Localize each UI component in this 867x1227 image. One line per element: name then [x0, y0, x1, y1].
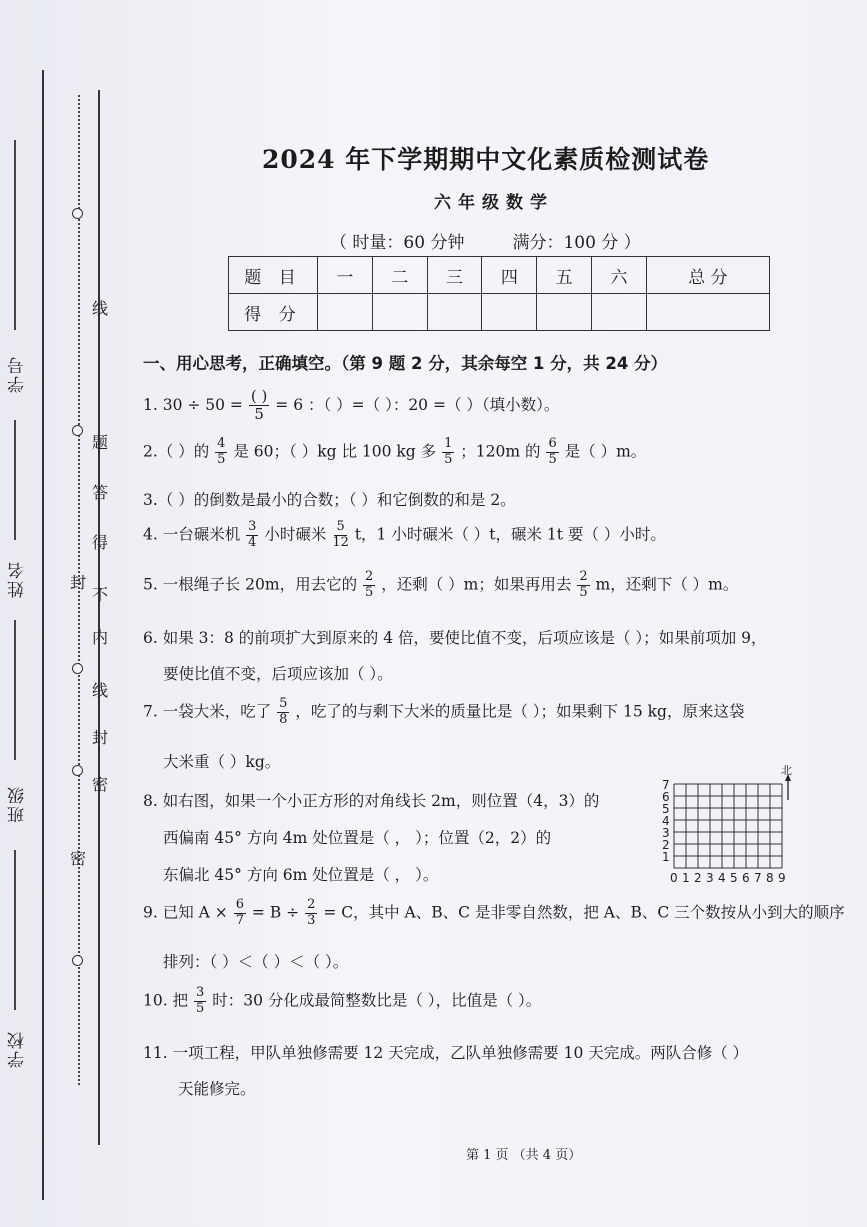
fraction-numerator: 3: [248, 519, 257, 534]
fraction-numerator: 5: [279, 696, 288, 711]
binding-hole: [72, 663, 83, 674]
grid-y-label: 6: [662, 790, 670, 804]
seal-char: 答: [92, 483, 109, 502]
seal-char: 内: [92, 628, 109, 647]
question-8-cont: 东偏北 45° 方向 6m 处位置是（ ， ）。: [163, 866, 439, 884]
fraction-numerator: 2: [579, 569, 588, 584]
score-blank-cell[interactable]: [427, 294, 482, 331]
question-6-cont: 要使比值不变，后项应该加（ ）。: [163, 665, 393, 683]
page-footer: 第 1 页 （共 4 页）: [466, 1148, 582, 1163]
grid-y-label: 7: [662, 778, 670, 792]
fraction: [249, 388, 269, 424]
score-table: [228, 256, 770, 331]
grid-svg: [660, 764, 802, 884]
question-5: [143, 570, 738, 601]
score-table-cell: 五: [537, 257, 592, 294]
grid-y-label: 4: [662, 814, 670, 828]
seal-char: 得: [92, 533, 109, 552]
fraction-denominator: 5: [579, 584, 588, 600]
question-1: [143, 388, 559, 424]
fraction-numerator: ( ): [250, 387, 268, 405]
question-text: ，吃了的与剩下大米的质量比是（ ）；如果剩下 15 kg，原来这袋: [295, 702, 745, 721]
question-text: 1. 30 ÷ 50 =: [143, 395, 243, 414]
class-label: 班级: [8, 785, 28, 823]
fraction-numerator: 5: [336, 519, 345, 534]
binding-border-line: [98, 90, 100, 1145]
score-blank-cell[interactable]: [592, 294, 647, 331]
fraction-numerator: 4: [217, 436, 226, 451]
question-8-cont: 西偏南 45° 方向 4m 处位置是（ ， ）；位置（2，2）的: [163, 829, 552, 847]
binding-border-line: [42, 70, 44, 1200]
fraction-denominator: 12: [332, 534, 349, 550]
student-id-blank: [14, 140, 16, 330]
fraction: [246, 520, 258, 551]
grid-y-label: 1: [662, 850, 670, 864]
fraction-denominator: 3: [307, 912, 316, 928]
fraction: [577, 570, 589, 601]
grid-y-label: 3: [662, 826, 670, 840]
full-score: 满分：100 分 ）: [512, 233, 641, 253]
grid-x-label: 9: [778, 871, 786, 884]
name-label: 姓名: [8, 560, 28, 598]
question-7-cont: 大米重（ ）kg。: [163, 753, 281, 771]
question-11: 11. 一项工程，甲队单独修需要 12 天完成，乙队单独修需要 10 天完成。两队合修（ ）: [143, 1044, 749, 1062]
score-table-cell: 三: [427, 257, 482, 294]
fraction: [363, 570, 375, 601]
question-9: [143, 898, 845, 929]
grid-y-label: 2: [662, 838, 670, 852]
question-8: 8. 如右图，如果一个小正方形的对角线长 2m，则位置（4，3）的: [143, 792, 600, 810]
grid-x-label: 6: [742, 871, 750, 884]
question-text: 时：30 分化成最简整数比是（ ），比值是（ ）。: [212, 991, 542, 1010]
seal-char: 题: [92, 433, 109, 452]
exam-subtitle: 六年级数学: [434, 193, 554, 213]
fraction-denominator: 4: [248, 534, 257, 550]
fraction-numerator: 6: [548, 436, 557, 451]
score-table-score-row: [229, 294, 770, 331]
fraction-denominator: 5: [444, 451, 453, 467]
score-table-cell: 一: [318, 257, 373, 294]
score-table-cell: 总 分: [646, 257, 769, 294]
grid-x-label: 0: [670, 871, 678, 884]
score-blank-cell[interactable]: [537, 294, 592, 331]
question-text: 小时碾米: [264, 525, 327, 544]
question-text: t，1 小时碾米（ ）t，碾米 1t 要（ ）小时。: [354, 525, 666, 544]
fraction: [234, 898, 246, 929]
score-blank-cell[interactable]: [372, 294, 427, 331]
score-table-cell: 题 目: [229, 257, 318, 294]
question-3: 3.（ ）的倒数是最小的合数；（ ）和它倒数的和是 2。: [143, 491, 516, 509]
grid-x-label: 1: [682, 871, 690, 884]
fraction: [277, 697, 289, 728]
class-blank: [14, 620, 16, 760]
score-blank-cell[interactable]: [646, 294, 769, 331]
fraction-denominator: 5: [196, 1000, 205, 1016]
question-text: = 6 ：（ ）=（ ）：20 =（ ）（填小数）。: [275, 395, 560, 414]
grid-x-label: 5: [730, 871, 738, 884]
question-text: m，还剩下（ ）m。: [595, 575, 739, 594]
binding-hole: [72, 425, 83, 436]
score-table-cell: 二: [372, 257, 427, 294]
score-blank-cell[interactable]: [318, 294, 373, 331]
question-text: 是（ ）m。: [564, 442, 647, 461]
binding-hole: [72, 765, 83, 776]
question-text: 是 60；（ ）kg 比 100 kg 多: [233, 442, 437, 461]
fraction-numerator: 2: [307, 897, 316, 912]
grid-figure: [660, 764, 802, 888]
exam-time-info: [330, 228, 689, 253]
school-label: 学校: [8, 1030, 28, 1068]
fraction: [442, 437, 454, 468]
question-10: [143, 986, 541, 1017]
fraction: [194, 986, 206, 1017]
fraction-numerator: 1: [444, 436, 453, 451]
question-text: 9. 已知 A ×: [143, 903, 228, 922]
question-text: 2.（ ）的: [143, 442, 210, 461]
exam-title: 2024 年下学期期中文化素质检测试卷: [262, 145, 710, 174]
seal-char: 密: [92, 775, 109, 794]
question-6: 6. 如果 3：8 的前项扩大到原来的 4 倍，要使比值不变，后项应该是（ ）；如果前项加 9，: [143, 629, 767, 647]
question-text: 7. 一袋大米，吃了: [143, 702, 272, 721]
question-2: [143, 437, 646, 468]
question-text: ，还剩（ ）m；如果再用去: [381, 575, 572, 594]
fraction-numerator: 3: [196, 985, 205, 1000]
time-limit: （ 时量：60 分钟: [330, 233, 465, 253]
name-blank: [14, 420, 16, 540]
grid-x-label: 7: [754, 871, 762, 884]
question-7: [143, 697, 744, 728]
school-blank: [14, 850, 16, 1010]
fraction-denominator: 7: [235, 912, 244, 928]
fraction: [332, 520, 349, 551]
seal-char: 不: [92, 585, 109, 604]
seal-char: 封: [92, 728, 109, 747]
fraction-denominator: 5: [548, 451, 557, 467]
north-label: 北: [781, 764, 792, 777]
grid-x-label: 8: [766, 871, 774, 884]
fraction-denominator: 5: [254, 405, 264, 424]
question-9-cont: 排列：（ ）＜（ ）＜（ ）。: [163, 953, 349, 971]
question-text: ；120m 的: [460, 442, 541, 461]
fraction: [215, 437, 227, 468]
grid-x-label: 2: [694, 871, 702, 884]
fraction-denominator: 8: [279, 711, 288, 727]
question-4: [143, 520, 666, 551]
score-table-header-row: [229, 257, 770, 294]
question-text: = C，其中 A、B、C 是非零自然数，把 A、B、C 三个数按从小到大的顺序: [323, 903, 845, 922]
question-11-cont: 天能修完。: [178, 1080, 256, 1098]
score-blank-cell[interactable]: [482, 294, 537, 331]
score-table-cell: 六: [592, 257, 647, 294]
seal-char: 封: [70, 573, 87, 592]
seal-char: 密: [70, 849, 87, 868]
question-text: = B ÷: [251, 903, 300, 922]
binding-hole: [72, 955, 83, 966]
question-text: 4. 一台碾米机: [143, 525, 241, 544]
fraction: [546, 437, 558, 468]
seal-char: 线: [92, 299, 109, 318]
score-table-cell: 得 分: [229, 294, 318, 331]
fraction-denominator: 5: [217, 451, 226, 467]
binding-strip: [0, 0, 120, 1227]
score-table-cell: 四: [482, 257, 537, 294]
grid-x-label: 3: [706, 871, 714, 884]
fraction-numerator: 6: [235, 897, 244, 912]
grid-x-label: 4: [718, 871, 726, 884]
fraction: [305, 898, 317, 929]
binding-hole: [72, 208, 83, 219]
fraction-numerator: 2: [365, 569, 374, 584]
seal-char: 线: [92, 681, 109, 700]
question-text: 10. 把: [143, 991, 189, 1010]
fraction-denominator: 5: [365, 584, 374, 600]
grid-y-label: 5: [662, 802, 670, 816]
student-id-label: 学号: [8, 355, 28, 393]
question-text: 5. 一根绳子长 20m，用去它的: [143, 575, 358, 594]
section-heading: 一、用心思考，正确填空。（第 9 题 2 分，其余每空 1 分，共 24 分）: [143, 354, 668, 373]
